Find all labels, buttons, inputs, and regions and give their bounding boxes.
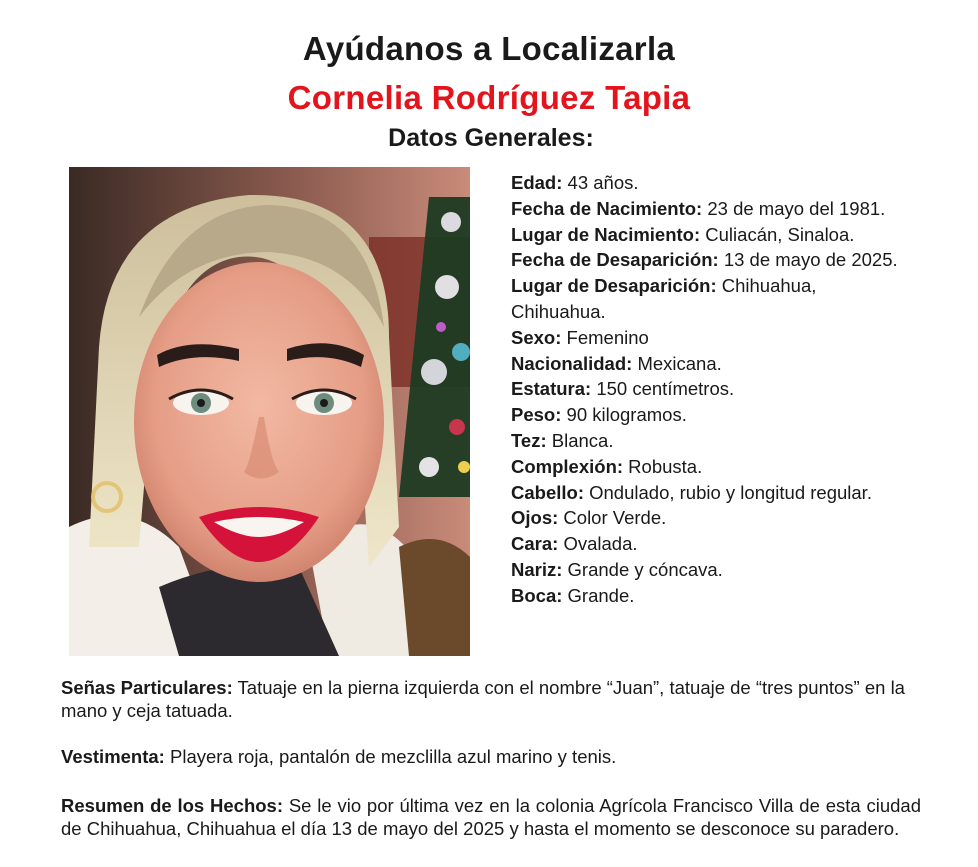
dato-complexion — [511, 454, 966, 480]
dato-estatura — [511, 376, 966, 402]
resumen-label: Resumen de los Hechos: — [61, 795, 284, 816]
dato-label: Lugar de Desaparición: — [511, 275, 717, 297]
dato-label: Nacionalidad: — [511, 352, 633, 374]
missing-person-photo — [69, 167, 470, 656]
dato-edad — [511, 170, 966, 196]
dato-value: Ovalada. — [558, 533, 638, 555]
dato-nacionalidad — [511, 351, 966, 377]
section-heading-datos-generales: Datos Generales: — [388, 124, 594, 152]
dato-value: 23 de mayo del 1981. — [702, 197, 886, 219]
dato-label: Cara: — [511, 533, 559, 555]
vestimenta-value: Playera roja, pantalón de mezclilla azul marino y tenis. — [164, 746, 617, 767]
dato-label: Tez: — [511, 429, 547, 451]
poster-title: Ayúdanos a Localizarla — [302, 30, 676, 67]
vestimenta — [61, 745, 921, 768]
resumen-value: Se le vio por última vez en la colonia Agrícola Francisco Villa de esta ciudad de Chihuahua, Chihuahua el día 13 de mayo del 2025 y hasta el momento se desconoce su paradero. — [61, 795, 921, 839]
dato-fecha-desaparicion — [511, 247, 966, 273]
dato-value: 43 años. — [562, 172, 639, 193]
dato-value: Robusta. — [623, 455, 703, 477]
dato-label: Cabello: — [511, 481, 584, 503]
datos-generales-list — [511, 170, 966, 609]
dato-tez — [511, 428, 966, 454]
senas-value: Tatuaje en la pierna izquierda con el nombre “Juan”, tatuaje de “tres puntos” en la mano y ceja tatuada. — [61, 677, 905, 721]
dato-label: Complexión: — [511, 455, 624, 477]
dato-ojos — [511, 505, 966, 531]
dato-value: Ondulado, rubio y longitud regular. — [583, 481, 872, 503]
vestimenta-label: Vestimenta: — [61, 746, 165, 767]
senas-particulares — [61, 676, 921, 722]
dato-value: 150 centímetros. — [591, 378, 735, 400]
dato-nariz — [511, 557, 966, 583]
dato-peso — [511, 402, 966, 428]
dato-value: Color Verde. — [558, 507, 667, 529]
dato-sexo — [511, 325, 966, 351]
dato-label: Edad: — [511, 172, 563, 193]
dato-label: Estatura: — [511, 378, 592, 400]
missing-person-name: Cornelia Rodríguez Tapia — [287, 79, 691, 116]
dato-value: Chihuahua, Chihuahua. — [511, 275, 817, 322]
resumen-hechos — [61, 794, 921, 840]
dato-value: Culiacán, Sinaloa. — [700, 223, 855, 245]
dato-label: Peso: — [511, 404, 562, 426]
dato-label: Boca: — [511, 584, 563, 606]
dato-value: Mexicana. — [632, 352, 722, 374]
dato-cabello — [511, 480, 966, 506]
dato-label: Sexo: — [511, 326, 562, 348]
dato-label: Lugar de Nacimiento: — [511, 223, 701, 245]
dato-value: Femenino — [561, 326, 649, 348]
dato-lugar-desaparicion — [511, 273, 851, 325]
dato-label: Fecha de Nacimiento: — [511, 197, 703, 219]
dato-label: Fecha de Desaparición: — [511, 249, 719, 271]
dato-label: Ojos: — [511, 507, 559, 529]
dato-value: Grande y cóncava. — [562, 558, 723, 580]
dato-value: Grande. — [562, 584, 635, 606]
dato-value: 13 de mayo de 2025. — [718, 249, 898, 271]
dato-cara — [511, 531, 966, 557]
dato-value: 90 kilogramos. — [561, 404, 687, 426]
dato-lugar-nacimiento — [511, 222, 966, 248]
dato-label: Nariz: — [511, 558, 563, 580]
dato-fecha-nacimiento — [511, 196, 966, 222]
dato-value: Blanca. — [546, 429, 614, 451]
senas-label: Señas Particulares: — [61, 677, 233, 698]
dato-boca — [511, 583, 966, 609]
